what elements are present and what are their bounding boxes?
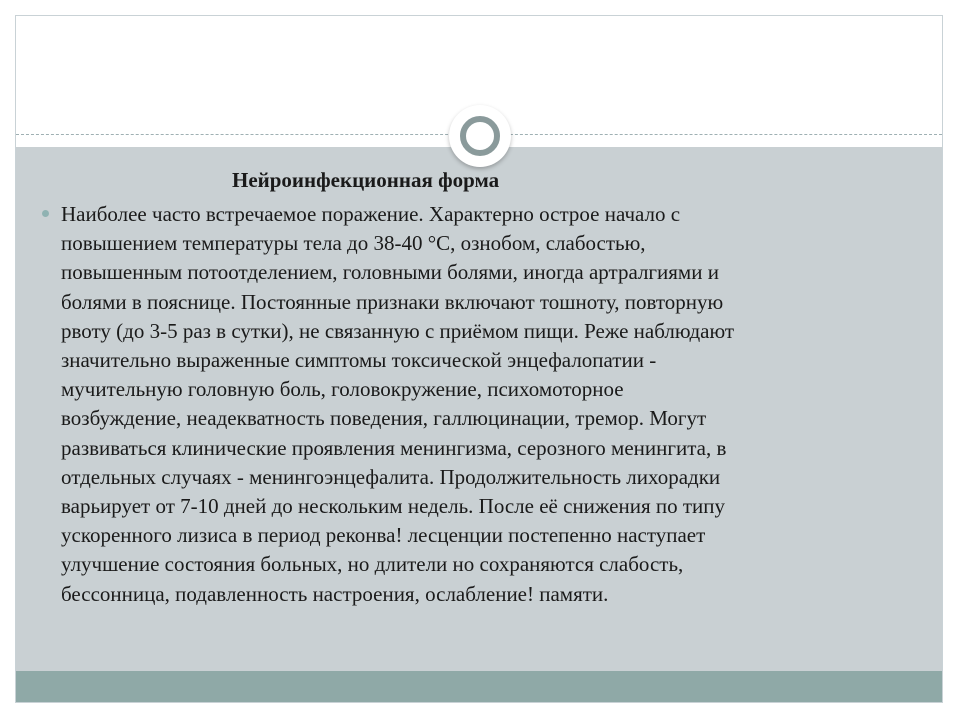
slide-heading: Нейроинфекционная форма [232, 168, 500, 192]
bullet-text: Наиболее часто встречаемое поражение. Характерно острое начало с повышением температуры тела до 38-40 °С, ознобом, слабостью, повышенным потоотделением, головными болями, иногда артралгиями и болями в пояснице. Постоянные признаки включают тошноту, повторную рвоту (до 3-5 раз в сутки), не связанную с приёмом пищи. Реже наблюдают значительно выраженные симптомы токсической энцефалопатии - мучительную головную боль, головокружение, психомоторное возбуждение, неадекватность поведения, галлюцинации, тремор. Могут развиваться клинические проявления менингизма, серозного менингита, в отдельных случаях - менингоэнцефалита. Продолжительность лихорадки варьирует от 7-10 дней до нескольким недель. После её снижения по типу ускоренного лизиса в период реконва! лесценции постепенно наступает улучшение состояния больных, но длители но сохраняются слабость, бессонница, подавленность настроения, ослабление! памяти. [61, 202, 735, 606]
footer-band [16, 671, 942, 702]
circle-ring-icon [449, 105, 511, 167]
bullet-dot-icon [42, 210, 49, 217]
bullet-item [42, 200, 922, 609]
